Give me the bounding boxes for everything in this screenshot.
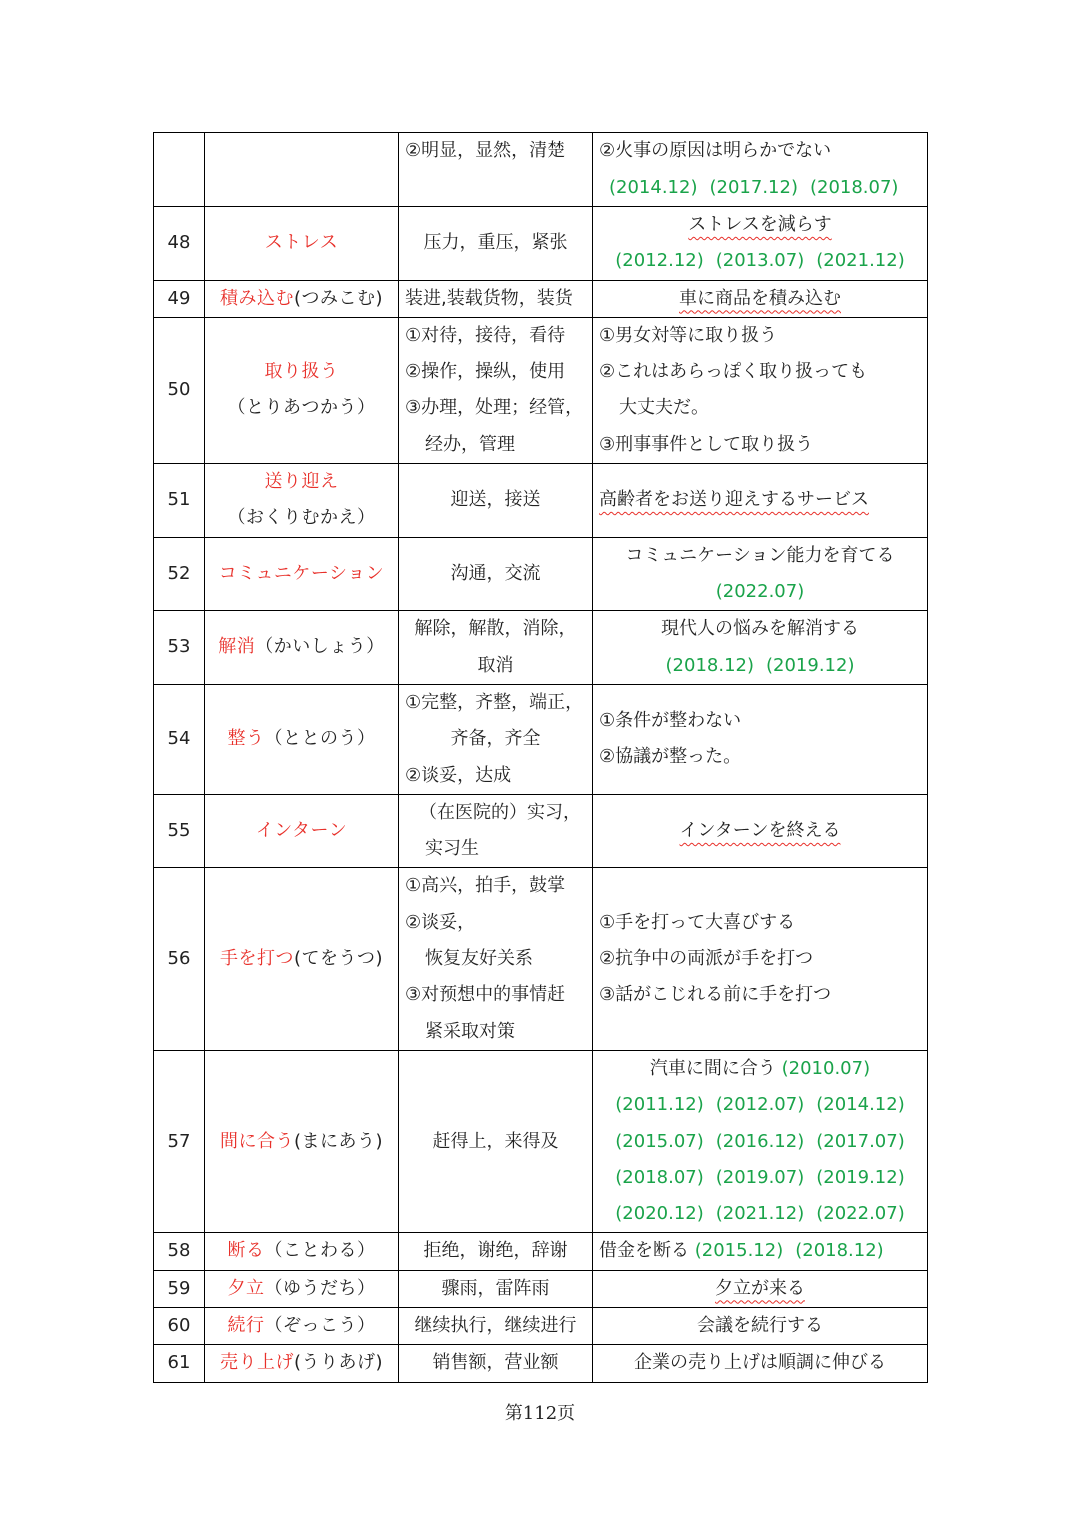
meaning-cell: 迎送，接送	[399, 464, 593, 538]
meaning-cell: 赶得上，来得及	[399, 1050, 593, 1232]
meaning-cell: 销售额，营业额	[399, 1345, 593, 1382]
exam-years: (2020.12) (2021.12) (2022.07)	[615, 1203, 905, 1225]
example-cell: ①男女対等に取り扱う ②これはあらっぽく取り扱っても 大丈夫だ。 ③刑事事件として取り扱う	[593, 317, 928, 463]
meaning-cell: ①高兴，拍手，鼓掌 ②谈妥， 恢复友好关系 ③对预想中的事情赶 紧采取对策	[399, 868, 593, 1050]
meaning-cell: 拒绝，谢绝，辞谢	[399, 1233, 593, 1270]
word-cell	[205, 794, 399, 868]
row-number: 50	[154, 317, 205, 463]
example-cell: 車に商品を積み込む	[593, 280, 928, 317]
table-row	[154, 611, 928, 685]
row-number: 61	[154, 1345, 205, 1382]
meaning-cell: 继续执行，继续进行	[399, 1308, 593, 1345]
exam-years: (2015.12) (2018.12)	[694, 1240, 884, 1262]
word-cell	[205, 464, 399, 538]
row-number: 60	[154, 1308, 205, 1345]
table-row	[154, 1233, 928, 1270]
word-reading: （おくりむかえ）	[227, 507, 376, 529]
word-cell	[205, 317, 399, 463]
row-number: 49	[154, 280, 205, 317]
word-cell	[205, 684, 399, 794]
word-cell	[205, 868, 399, 1050]
table-row	[154, 280, 928, 317]
table-row	[154, 794, 928, 868]
word-reading: (つみこむ)	[293, 287, 384, 309]
meaning-cell: 沟通，交流	[399, 537, 593, 611]
meaning-cell: ①对待，接待，看待 ②操作，操纵，使用 ③办理，处理；经管， 经办，管理	[399, 317, 593, 463]
word: 間に合う	[219, 1130, 294, 1152]
row-number: 58	[154, 1233, 205, 1270]
word: 整う	[227, 728, 265, 750]
example-cell: インターンを終える	[593, 794, 928, 868]
table-row	[154, 868, 928, 1050]
word-reading: （かいしょう）	[255, 636, 385, 658]
example-cell: 企業の売り上げは順調に伸びる	[593, 1345, 928, 1382]
vocabulary-table	[153, 132, 928, 1383]
example-cell: ①手を打って大喜びする ②抗争中の両派が手を打つ ③話がこじれる前に手を打つ	[593, 868, 928, 1050]
row-number: 48	[154, 207, 205, 281]
meaning-cell: （在医院的）实习， 实习生	[399, 794, 593, 868]
row-number: 52	[154, 537, 205, 611]
row-number: 55	[154, 794, 205, 868]
word-cell	[205, 611, 399, 685]
row-number: 53	[154, 611, 205, 685]
word-cell	[205, 1345, 399, 1382]
word: 手を打つ	[219, 948, 294, 970]
table-row	[154, 684, 928, 794]
table-row	[154, 537, 928, 611]
meaning-cell: 骤雨，雷阵雨	[399, 1270, 593, 1307]
example-cell: コミュニケーション能力を育てる (2022.07)	[593, 537, 928, 611]
exam-years: (2018.12) (2019.12)	[665, 654, 855, 676]
word: 断る	[227, 1240, 265, 1262]
meaning-cell: ①完整，齐整，端正， 齐备，齐全 ②谈妥，达成	[399, 684, 593, 794]
word-cell	[205, 1233, 399, 1270]
word-reading: （ぞっこう）	[264, 1315, 376, 1337]
example-cell: ①条件が整わない ②協議が整った。	[593, 684, 928, 794]
word-reading: （ゆうだち）	[264, 1277, 376, 1299]
word: コミュニケーション	[218, 562, 385, 584]
word: 取り扱う	[264, 361, 339, 383]
word-reading: （とりあつかう）	[227, 397, 376, 419]
table-row	[154, 1345, 928, 1382]
word: 続行	[227, 1315, 265, 1337]
exam-years: (2014.12) (2017.12) (2018.07)	[609, 176, 899, 198]
exam-years: (2015.07) (2016.12) (2017.07)	[615, 1130, 905, 1152]
row-number: 59	[154, 1270, 205, 1307]
word-cell	[205, 1270, 399, 1307]
table-row	[154, 317, 928, 463]
table-row	[154, 133, 928, 207]
meaning-cell: 装进,装载货物，装货	[399, 280, 593, 317]
example-cell: 高齢者をお送り迎えするサービス	[593, 464, 928, 538]
word-reading: (まにあう)	[293, 1130, 384, 1152]
example-cell: 現代人の悩みを解消する (2018.12) (2019.12)	[593, 611, 928, 685]
word-cell	[205, 207, 399, 281]
example-cell: 会議を続行する	[593, 1308, 928, 1345]
word-cell	[205, 1050, 399, 1232]
table-row	[154, 1270, 928, 1307]
row-number	[154, 133, 205, 207]
example-cell: 借金を断る (2015.12) (2018.12)	[593, 1233, 928, 1270]
word: 夕立	[227, 1277, 265, 1299]
word: ストレス	[264, 232, 339, 254]
table-row	[154, 207, 928, 281]
word: 解消	[218, 636, 256, 658]
word-cell	[205, 133, 399, 207]
word-reading: （ととのう）	[264, 728, 376, 750]
word: インターン	[255, 820, 348, 841]
word: 積み込む	[219, 287, 294, 309]
row-number: 56	[154, 868, 205, 1050]
word-reading: （ことわる）	[264, 1240, 376, 1262]
example-cell: ②火事の原因は明らかでない (2014.12) (2017.12) (2018.07)	[593, 133, 928, 207]
meaning-cell: 压力，重压，紧张	[399, 207, 593, 281]
page-number: 第112页	[504, 1403, 576, 1424]
exam-years: (2018.07) (2019.07) (2019.12)	[615, 1166, 905, 1188]
row-number: 51	[154, 464, 205, 538]
table-row	[154, 1308, 928, 1345]
word-reading: (てをうつ)	[293, 948, 384, 970]
word-cell	[205, 537, 399, 611]
word: 送り迎え	[264, 471, 339, 493]
example-cell: 夕立が来る	[593, 1270, 928, 1307]
example-cell: 汽車に間に合う (2010.07) (2011.12) (2012.07) (2014.12) (2015.07) (2016.12) (2017.07) (2018.07) (2019.07) (2019.12) (2020.12) (2021.12) (2022.07)	[593, 1050, 928, 1232]
meaning-cell: ②明显，显然，清楚	[399, 133, 593, 207]
word-cell	[205, 1308, 399, 1345]
exam-years: (2012.12) (2013.07) (2021.12)	[615, 250, 905, 272]
word-reading: (うりあげ)	[293, 1352, 384, 1374]
example-cell: ストレスを減らす (2012.12) (2013.07) (2021.12)	[593, 207, 928, 281]
table-row	[154, 1050, 928, 1232]
exam-years: (2011.12) (2012.07) (2014.12)	[615, 1094, 905, 1116]
exam-years: (2022.07)	[715, 580, 805, 602]
row-number: 57	[154, 1050, 205, 1232]
word: 売り上げ	[219, 1352, 294, 1374]
meaning-cell: 解除，解散，消除， 取消	[399, 611, 593, 685]
row-number: 54	[154, 684, 205, 794]
table-row	[154, 464, 928, 538]
word-cell	[205, 280, 399, 317]
